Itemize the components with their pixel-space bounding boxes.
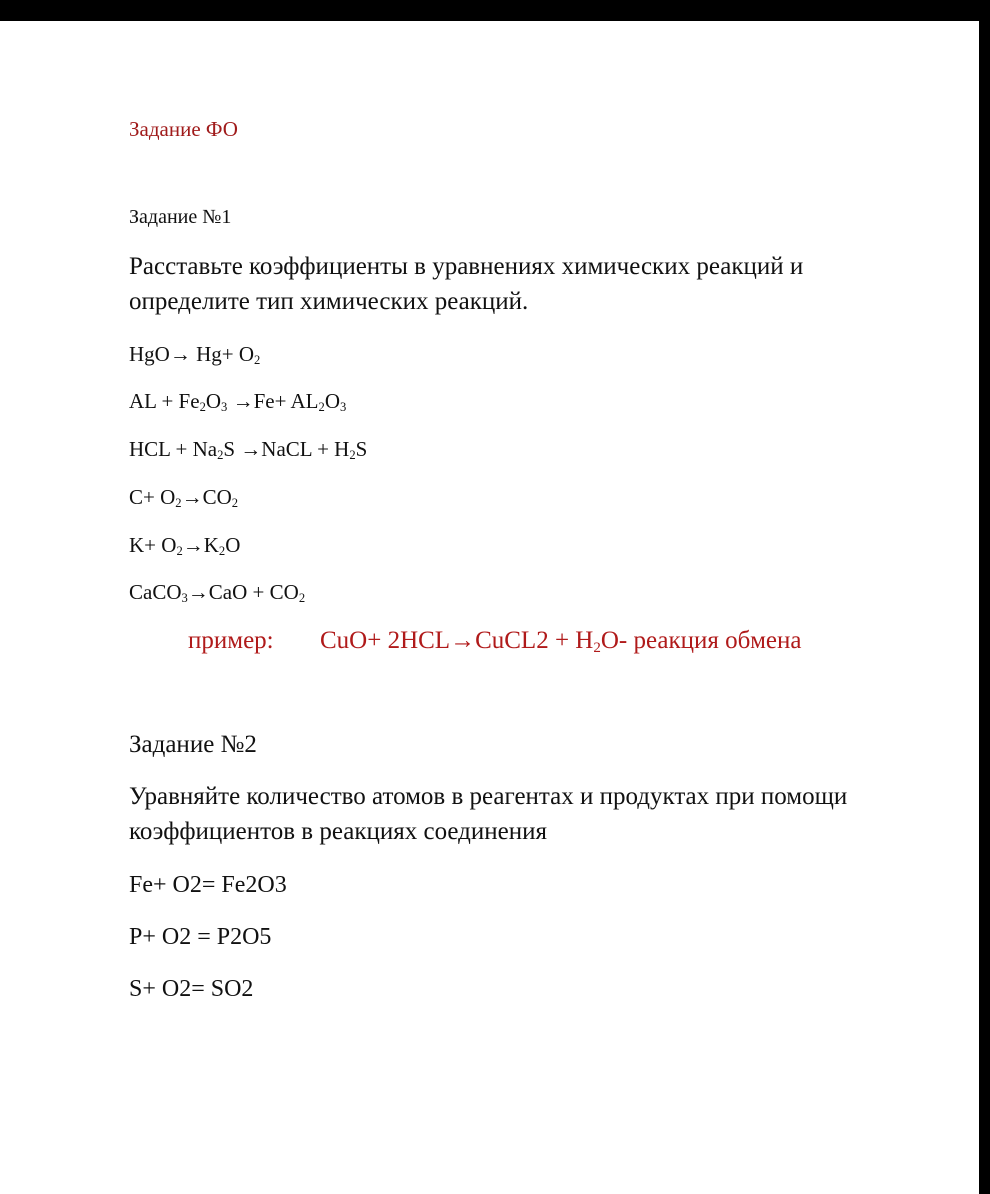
task2-equation-3: S+ O2= SO2 bbox=[129, 976, 254, 1002]
task1-equation-2: AL + $Fe_2O_3 \to Fe+ AL_2O_3$ bbox=[129, 389, 347, 415]
top-black-border bbox=[0, 0, 990, 21]
task2-instruction-line2: коэффициентов в реакциях соединения bbox=[129, 818, 547, 845]
page-title: Задание ФО bbox=[129, 117, 238, 141]
task1-equation-3: HCL + $Na_2S$ →NaCL + $H_2S$ bbox=[129, 437, 368, 463]
task1-equation-1: $HgO\to Hg+ O_2$ bbox=[129, 342, 261, 368]
example-equation: CuO+ 2HCL→CuCL2 + $H_2O-$ реакция обмена bbox=[320, 627, 802, 656]
task2-equation-1: Fe+ O2= Fe2O3 bbox=[129, 872, 287, 898]
task1-instruction-line1: Расставьте коэффициенты в уравнениях химических реакций и bbox=[129, 253, 804, 280]
right-black-border bbox=[979, 0, 990, 1194]
task2-instruction-line1: Уравняйте количество атомов в реагентах и продуктах при помощи bbox=[129, 783, 848, 810]
example-label: пример: bbox=[188, 627, 274, 654]
task1-heading: Задание №1 bbox=[129, 206, 232, 228]
task1-equation-5: $K+ O_2\to K_2O$ bbox=[129, 533, 241, 559]
task1-instruction-line2: определите тип химических реакций. bbox=[129, 288, 529, 315]
task1-equation-4: $C+ O_2\to CO_2$ bbox=[129, 485, 239, 511]
task2-equation-2: P+ O2 = P2O5 bbox=[129, 924, 272, 950]
task2-heading: Задание №2 bbox=[129, 731, 257, 758]
task1-equation-6: CaCO$_3$→CaO + $CO_2$ bbox=[129, 580, 306, 606]
